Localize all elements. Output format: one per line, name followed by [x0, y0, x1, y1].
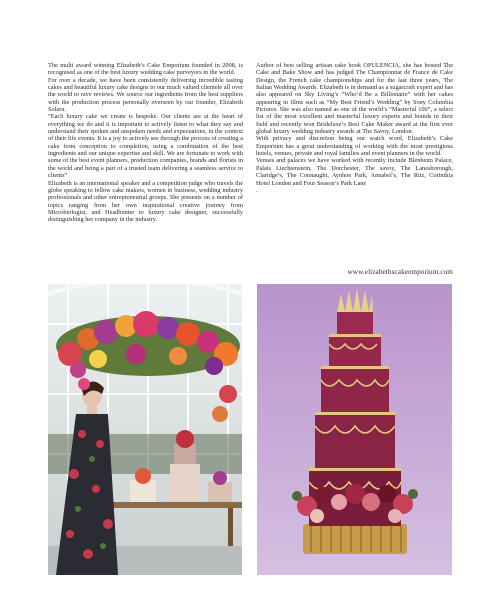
paragraph-decade: For over a decade, we have been consistently delivering incredible tasting cakes and beautiful luxury cake designs to our much valued clientele all over the world to rave reviews. We source our ingredients from the best suppliers with the production process personally overseen by our founder, Elizabeth Solaru.	[48, 76, 243, 114]
website-url[interactable]: www.elizabethscakeemporium.com	[347, 268, 453, 276]
left-text-column	[48, 62, 243, 224]
paragraph-venues: Venues and palaces we have worked with recently include Blenheim Palace, Palais Liechtenstein, The Dorchester, The savoy, The Lanesborough, Claridge’s, The Connaught, Aynhoe Park, Annabel’s, The Ritz, Corinthia Hotel London and Four Season’s Park Lane	[256, 157, 453, 187]
paragraph-end-mark: .	[256, 186, 258, 194]
photo-burgundy-tiered-cake	[257, 284, 452, 575]
paragraph-intro: The multi award winning Elizabeth’s Cake Emporium founded in 2008, is recognised as one of the best luxury wedding cake purveyors in the world.	[48, 62, 243, 77]
paragraph-author: Author of best selling artisan cake book OPULENCIA, she has hosted The Cake and Bake Show and has judged The Championnat de France de Cake Design, the French cake championships and for the last three years, The Italian Wedding Awards. Elizabeth is in demand as a sugarcraft expert and has also appeared on Sky Living’s “Who’d Be a Billionaire” with her cakes appearing in films such as “My Best Friend’s Wedding” by Sony Columbia Pictures. She was also named as one of the world’s “Masterful 100”, a select list of the most excellent and masterful luxury experts and brands in their field and recently won Brideluxe’s Best Cake Maker award at the first ever global luxury wedding industry awards at The Savoy, London.	[256, 62, 453, 136]
photo-model-floral-arch	[48, 284, 242, 575]
paragraph-privacy: With privacy and discretion being our watch word, Elizabeth’s Cake Emporium has a great understanding of working with the most prestigious hotels, venues, private and royal families and event planners in the world.	[256, 135, 453, 158]
paragraph-speaker: Elizabeth is an international speaker and a competition judge who travels the globe speaking to fellow cake makers, women in business, wedding industry professionals and other entrepreneurial groups. She presents on a number of topics ranging from her own inspirational creative journey from Microbiologist, and Headhunter to luxury cake designer, successfully distinguishing her company in the industry.	[48, 179, 243, 224]
tiered-cake-illustration	[257, 284, 452, 575]
right-text-column	[256, 62, 453, 194]
paragraph-quote: “Each luxury cake we create is bespoke. Our clients are at the heart of everything we do and it is important to actively listen to what they say and understand their spoken and unspoken needs and expectations, in the context of their life events. It is a joy to actively see through the process of creating a cake from conception to completion, using a combination of the best ingredients and our unique expertise and skill. We are fortunate to work with some of the best event planners, production companies, brands and florists in the world and being a part of a trusted team delivering a seamless service to clients”	[48, 113, 243, 180]
floral-scene-illustration	[48, 284, 242, 575]
